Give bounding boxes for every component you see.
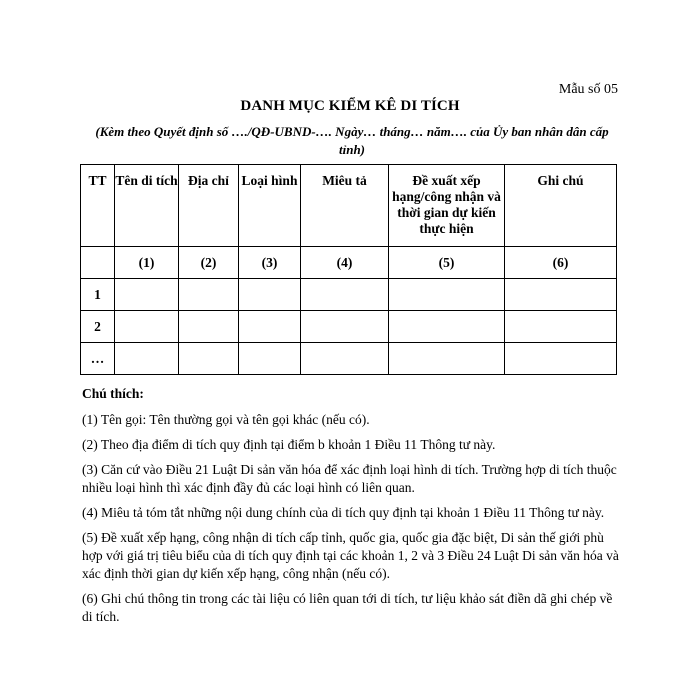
table-cell <box>505 343 617 375</box>
note-item: (1) Tên gọi: Tên thường gọi và tên gọi khác (nếu có). <box>82 412 370 427</box>
note-item: (4) Miêu tả tóm tắt những nội dung chính của di tích quy định tại khoản 1 Điều 11 Thông tư này. <box>82 505 605 520</box>
header-ten-di-tich: Tên di tích <box>115 165 179 247</box>
row-index: 1 <box>81 279 115 311</box>
table-cell <box>389 343 505 375</box>
table-cell <box>179 279 239 311</box>
table-cell <box>389 279 505 311</box>
column-number-cell: (1) <box>115 247 179 279</box>
column-number-cell: (5) <box>389 247 505 279</box>
table-row <box>81 279 617 311</box>
note-item: (6) Ghi chú thông tin trong các tài liệu có liên quan tới di tích, tư liệu khảo sát điền dã ghi chép về di tích. <box>82 591 613 624</box>
header-loai-hinh: Loại hình <box>239 165 301 247</box>
table-cell <box>301 343 389 375</box>
header-mieu-ta: Miêu tả <box>301 165 389 247</box>
table-cell <box>115 279 179 311</box>
column-number-cell: (6) <box>505 247 617 279</box>
table-cell <box>505 279 617 311</box>
row-index: 2 <box>81 311 115 343</box>
inventory-table <box>80 164 617 375</box>
table-header-row <box>81 165 617 247</box>
table-cell <box>115 311 179 343</box>
note-item: (5) Đề xuất xếp hạng, công nhận di tích cấp tỉnh, quốc gia, quốc gia đặc biệt, Di sản thế giới phù hợp với giá trị tiêu biểu của di tích quy định tại các khoản 1, 2 và 3 Điều 24 Luật Di sản văn hóa và xác định thời gian dự kiến xếp hạng, công nhận (nếu có). <box>82 530 619 581</box>
table-row <box>81 311 617 343</box>
table-cell <box>179 343 239 375</box>
header-dia-chi: Địa chỉ <box>179 165 239 247</box>
column-number-cell: (2) <box>179 247 239 279</box>
table-cell <box>239 311 301 343</box>
note-item: (3) Căn cứ vào Điều 21 Luật Di sản văn hóa để xác định loại hình di tích. Trường hợp di tích thuộc nhiều loại hình thì xác định đầy đủ các loại hình có liên quan. <box>82 462 617 495</box>
table-cell <box>505 311 617 343</box>
column-number-cell: (4) <box>301 247 389 279</box>
column-number-cell: (3) <box>239 247 301 279</box>
table-cell <box>389 311 505 343</box>
table-cell <box>301 311 389 343</box>
column-number-row <box>81 247 617 279</box>
note-item: (2) Theo địa điểm di tích quy định tại điểm b khoản 1 Điều 11 Thông tư này. <box>82 437 496 452</box>
table-cell <box>239 279 301 311</box>
header-de-xuat: Đề xuất xếp hạng/công nhận và thời gian dự kiến thực hiện <box>389 165 505 247</box>
form-code: Mẫu số 05 <box>558 82 618 97</box>
row-index: … <box>81 343 115 375</box>
column-number-cell <box>81 247 115 279</box>
table-cell <box>301 279 389 311</box>
document-title: DANH MỤC KIỂM KÊ DI TÍCH <box>240 98 460 114</box>
table-cell <box>179 311 239 343</box>
notes-section <box>82 385 622 633</box>
table-cell <box>239 343 301 375</box>
header-ghi-chu: Ghi chú <box>505 165 617 247</box>
document-subtitle: (Kèm theo Quyết định số …./QĐ-UBND-…. Ngày… tháng… năm…. của Ủy ban nhân dân cấp tỉnh) <box>95 124 609 157</box>
table-cell <box>115 343 179 375</box>
header-tt: TT <box>81 165 115 247</box>
notes-heading: Chú thích: <box>82 386 144 401</box>
table-row <box>81 343 617 375</box>
